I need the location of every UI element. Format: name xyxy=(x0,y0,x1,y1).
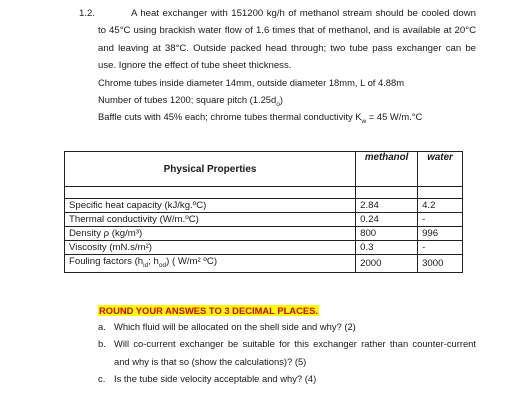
question-text: Will co-current exchanger be suitable for this exchanger rather than counter-current and why is that so (show the calculations)? (5) xyxy=(114,338,476,367)
table-row xyxy=(65,227,463,241)
property-cell xyxy=(65,255,356,273)
tube-count-text: Number of tubes 1200; square pitch (1.25d xyxy=(98,94,277,105)
water-value: 3000 xyxy=(418,255,463,273)
table-row xyxy=(65,199,463,213)
methanol-value: 0.3 xyxy=(356,241,418,255)
spacer-cell xyxy=(65,187,356,199)
tube-count-subscript: o xyxy=(276,100,280,108)
rounding-warning: ROUND YOUR ANSWES TO 3 DECIMAL PLACES. xyxy=(99,305,318,316)
spacer-cell xyxy=(356,187,418,199)
property-cell: Viscosity (mN.s/m²) xyxy=(65,241,356,255)
problem-number: 1.2. xyxy=(79,8,96,19)
methanol-value: 2000 xyxy=(356,255,418,273)
fouling-text: Fouling factors (h xyxy=(69,256,144,267)
methanol-value: 0.24 xyxy=(356,213,418,227)
physical-properties-table xyxy=(64,151,463,273)
water-value: 4.2 xyxy=(418,199,463,213)
question-text: Which fluid will be allocated on the shell side and why? (2) xyxy=(114,321,356,332)
water-value: - xyxy=(418,241,463,255)
water-column-header: water xyxy=(418,152,463,187)
question-letter: b. xyxy=(98,338,106,349)
question-letter: a. xyxy=(98,321,106,332)
problem-statement: A heat exchanger with 151200 kg/h of methanol stream should be cooled down to 45°C using brackish water flow of 1.6 times that of methanol, and is available at 20°C and leaving at 38°C. Outside packed head through; two tube pass exchanger can be use. Ignore the effect of tube sheet thickness. xyxy=(98,8,476,71)
property-cell: Density ρ (kg/m³) xyxy=(65,227,356,241)
physical-properties-header: Physical Properties xyxy=(65,152,356,187)
baffle-subscript: w xyxy=(361,117,367,125)
table-spacer-row xyxy=(65,187,463,199)
baffle-text: Baffle cuts with 45% each; chrome tubes thermal conductivity K xyxy=(98,111,362,122)
water-value: 996 xyxy=(418,227,463,241)
water-value: - xyxy=(418,213,463,227)
methanol-column-header: methanol xyxy=(356,152,418,187)
property-cell: Specific heat capacity (kJ/kg.ºC) xyxy=(65,199,356,213)
table-row xyxy=(65,241,463,255)
tube-spec-line: Chrome tubes inside diameter 14mm, outside diameter 18mm, L of 4.88m xyxy=(98,77,405,88)
fouling-sub-id: id xyxy=(143,261,149,269)
methanol-value: 800 xyxy=(356,227,418,241)
question-letter: c. xyxy=(98,373,106,384)
property-cell: Thermal conductivity (W/m.ºC) xyxy=(65,213,356,227)
tube-count-line xyxy=(98,94,283,108)
table-header-row xyxy=(65,152,463,187)
tube-count-end: ) xyxy=(279,94,283,105)
baffle-end: = 45 W/m.°C xyxy=(366,111,423,122)
fouling-mid: ; h xyxy=(148,256,159,267)
table-row xyxy=(65,255,463,273)
spacer-cell xyxy=(418,187,463,199)
fouling-sub-od: od xyxy=(158,261,167,269)
methanol-value: 2.84 xyxy=(356,199,418,213)
table-row xyxy=(65,213,463,227)
baffle-line xyxy=(98,111,422,125)
question-text: Is the tube side velocity acceptable and why? (4) xyxy=(114,373,317,384)
fouling-end: ) ( W/m² ºC) xyxy=(166,256,218,267)
